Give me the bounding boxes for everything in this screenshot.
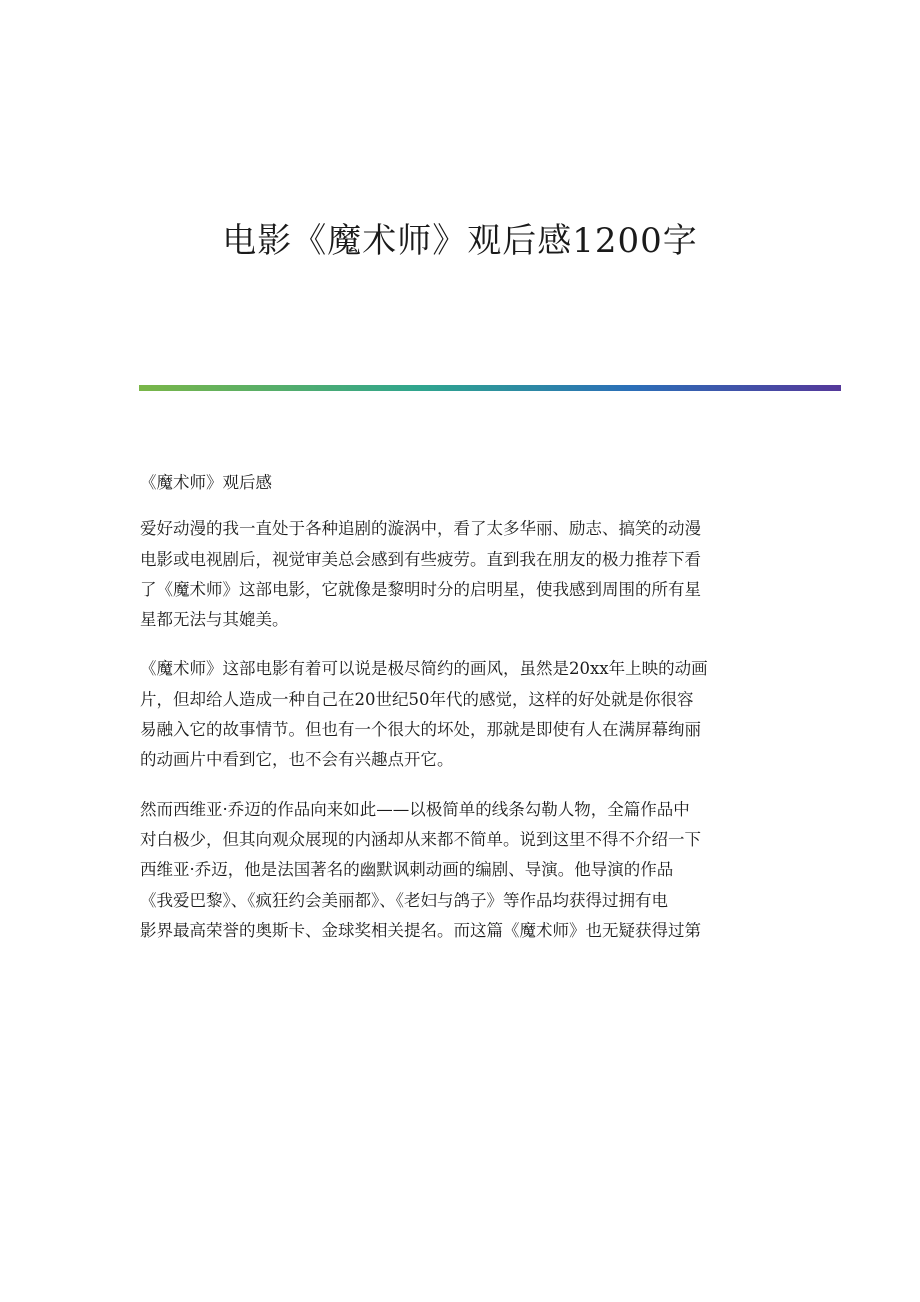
title-divider xyxy=(139,385,841,391)
paragraph-2: 《魔术师》这部电影有着可以说是极尽简约的画风，虽然是20xx年上映的动画 片，但却给人造成一种自己在20世纪50年代的感觉，这样的好处就是你很容 易融入它的故事情节。但也有一个很大的坏处，那就是即使有人在满屏幕绚丽 的动画片中看到它，也不会有兴趣点开它。 xyxy=(140,659,708,770)
paragraph-3: 然而西维亚·乔迈的作品向来如此——以极简单的线条勾勒人物，全篇作品中 对白极少，但其向观众展现的内涵却从来都不简单。说到这里不得不介绍一下 西维亚·乔迈，他是法国著名的幽默讽刺动画的编剧、导演。他导演的作品 《我爱巴黎》、《疯狂约会美丽都》、《老妇与鸽子》等作品均获得过拥有电 影界最高荣誉的奥斯卡、金球奖相关提名。而这篇《魔术师》也无疑获得过第 xyxy=(140,799,701,940)
article-subtitle: 《魔术师》观后感 xyxy=(140,473,272,492)
paragraph-1: 爱好动漫的我一直处于各种追剧的漩涡中，看了太多华丽、励志、搞笑的动漫 电影或电视剧后，视觉审美总会感到有些疲劳。直到我在朋友的极力推荐下看 了《魔术师》这部电影，它就像是黎明时分的启明星，使我感到周围的所有星 星都无法与其媲美。 xyxy=(140,519,701,630)
article-body xyxy=(140,468,780,965)
page-title: 电影《魔术师》观后感1200字 xyxy=(222,221,698,261)
